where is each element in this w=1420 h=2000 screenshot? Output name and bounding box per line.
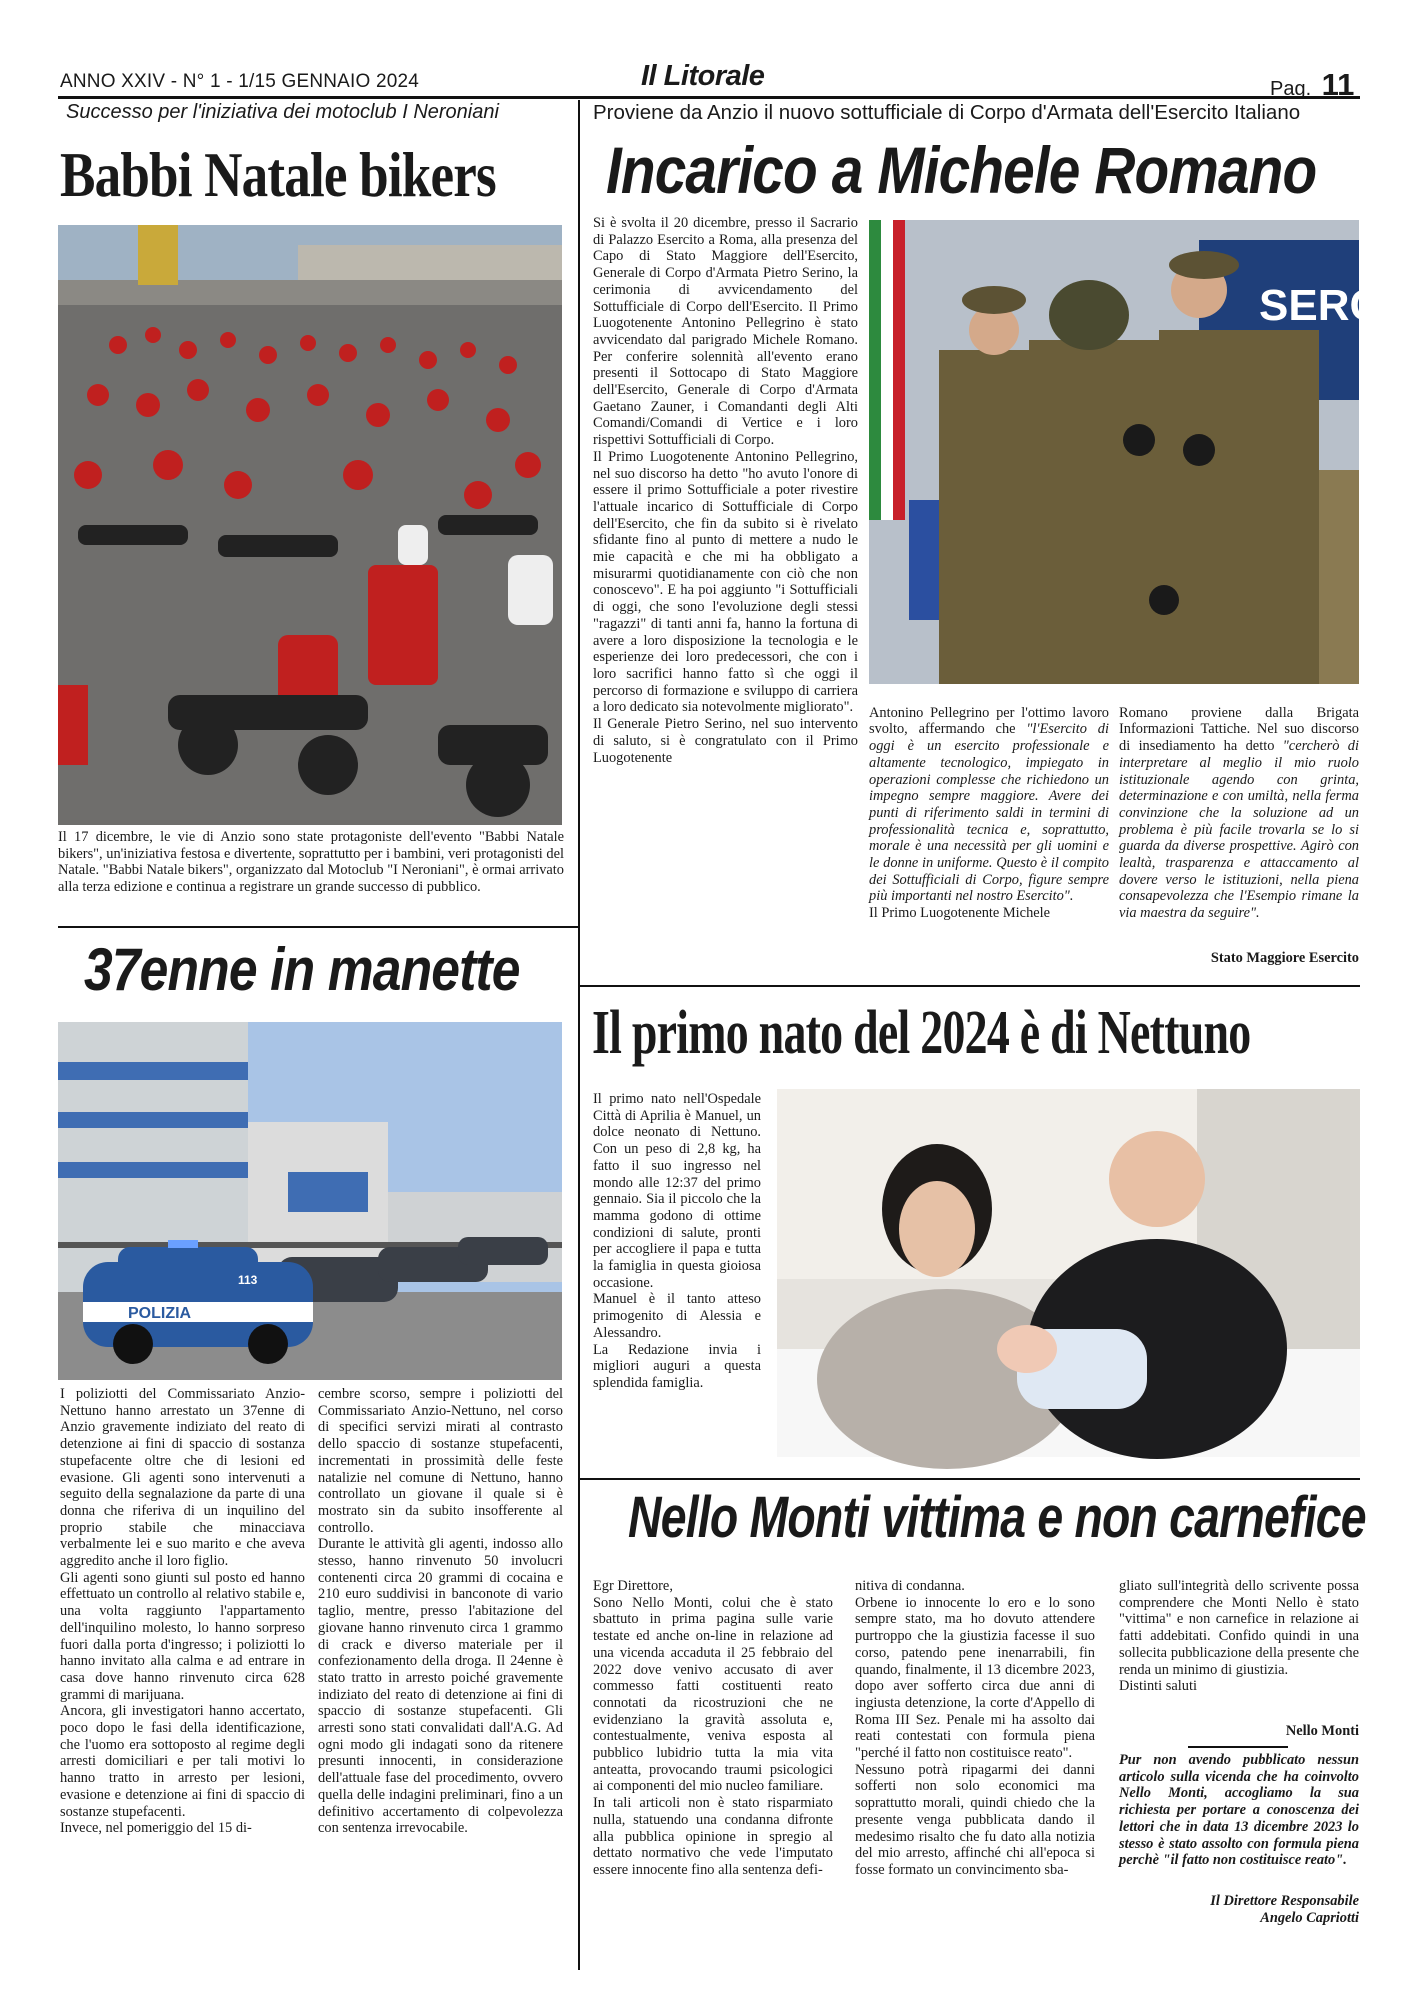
- masthead: Il Litorale: [641, 60, 765, 92]
- car-number: 113: [238, 1273, 258, 1287]
- photo-arrest: [58, 1022, 562, 1380]
- page-number: 11: [1321, 67, 1355, 102]
- rule-editor-note: [1188, 1746, 1288, 1748]
- car-label: POLIZIA: [128, 1305, 192, 1322]
- issue-line: ANNO XXIV - N° 1 - 1/15 GENNAIO 2024: [60, 71, 420, 92]
- arrest-col2: cembre scorso, sempre i poliziotti del Commissariato Anzio-Nettuno, nel corso di specifici servizi mirati al contrasto dello spaccio di sostanze stupefacenti, incrementati in prossimità delle feste natalizie nel comune di Nettuno, hanno controllato un giovane il quale si è mostrato sin da subito insofferente al controllo. Durante le attività gli agenti, indosso allo stesso, hanno rinvenuto 50 involucri contenenti circa 20 grammi di cocaina e 210 euro suddivisi in banconote di vario taglio, mentre, presso l'abitazione del giovane hanno rinvenuto circa 1 grammo di crack e diverso materiale per il confezionamento della droga. Il 24enne è stato tratto in arresto poiché gravemente indiziato del reato di detenzione ai fini di spaccio di sostanze stupefacenti. Gli arresti sono stati convalidati dall'A.G. Ad ogni modo gli indagati sono da ritenere presunti innocenti, in considerazione dell'attuale fase del procedimento, ovvero quella delle indagini preliminari, fino a un definitivo accertamento di colpevolezza con sentenza irrevocabile.: [318, 1386, 563, 1837]
- title-romano: Incarico a Michele Romano: [606, 133, 1317, 207]
- title-monti: Nello Monti vittima e non carnefice: [628, 1485, 1366, 1550]
- photo-bikers: [58, 225, 562, 825]
- header-rule: [58, 96, 1360, 99]
- monti-editor-note: Pur non avendo pubblicato nessun articolo sulla vicenda che ha coinvolto Nello Monti, accogliamo la sua richiesta per portare a conoscenza dei lettori che in data 13 dicembre 2023 lo stesso è stato assolto con formula piena perchè "il fatto non costituisce reato".: [1119, 1752, 1359, 1869]
- romano-col2-b: Il Primo Luogotenente Michele: [869, 905, 1051, 922]
- title-arrest: 37enne in manette: [84, 936, 520, 1003]
- rule-baby-bottom: [578, 1478, 1360, 1480]
- romano-col3-a: Romano proviene dalla Brigata Informazioni Tattiche. Nel suo discorso di insediamento ha detto: [1119, 704, 1359, 755]
- baby-body: Il primo nato nell'Ospedale Città di Aprilia è Manuel, un dolce neonato di Nettuno. Con un peso di 2,8 kg, ha fatto il suo ingresso nel mondo alle 12:37 del primo gennaio. Sia il piccolo che la mamma godono di ottime condizioni di salute, pronti per accogliere il papa e tutta la famiglia in questa gioiosa occasione. Manuel è il tanto atteso primogenito di Alessia e Alessandro. La Redazione invia i migliori auguri a questa splendida famiglia.: [593, 1091, 761, 1391]
- romano-col3-quote: "cercherò di interpretare al meglio il mio ruolo istituzionale agendo con grinta, determinazione e con umiltà, nella ferma convinzione che la soluzione ad un problema è più facile trovarla se lo si guarda da diverse prospettive. Agirò con lealtà, trasparenza e attaccamento al dovere verso le istituzioni, nella piena consapevolezza che l'Esempio rimane la via maestra da seguire".: [1119, 738, 1359, 922]
- romano-col2-quote: "l'Esercito di oggi è un esercito professionale e altamente tecnologico, impiegato in operazioni complesse che richiedono un impegno sempre maggiore. Avere dei punti di riferimento saldi in termini di professionalità tecnica e, soprattutto, morale è una necessità per gli uomini e le donne in uniforme. Questo è il compito dei Sottufficiali di Corpo, figure sempre più importanti nel nostro Esercito".: [869, 721, 1109, 905]
- page-label-text: Pag.: [1270, 78, 1312, 100]
- romano-col2-a: Antonino Pellegrino per l'ottimo lavoro svolto, affermando che: [869, 704, 1109, 738]
- kicker-romano: Proviene da Anzio il nuovo sottufficiale di Corpo d'Armata dell'Esercito Italiano: [593, 101, 1301, 124]
- rule-bikers-bottom: [58, 926, 578, 928]
- photo-romano-text: SERCIT: [1259, 281, 1420, 330]
- monti-editor-role: Il Direttore Responsabile: [1210, 1893, 1359, 1909]
- photo-romano: [869, 220, 1420, 684]
- romano-signature: Stato Maggiore Esercito: [1210, 950, 1359, 966]
- monti-signature: Nello Monti: [1285, 1723, 1359, 1739]
- romano-col1: Si è svolta il 20 dicembre, presso il Sacrario di Palazzo Esercito a Roma, alla presenza del Capo di Stato Maggiore dell'Esercito, Generale di Corpo d'Armata Pietro Serino, la cerimonia di avvicendamento del Sottufficiale di Corpo dell'Esercito. Il Primo Luogotenente Antonino Pellegrino è stato avvicendato dal parigrado Michele Romano. Per conferire solennità all'evento erano presenti il Sottocapo di Stato Maggiore dell'Esercito, Generale di Corpo d'Armata Gaetano Zauner, i Comandanti degli Alti Comandi/Comandi di Vertice e i loro rispettivi Sottufficiali di Corpo. Il Primo Luogotenente Antonino Pellegrino, nel suo discorso ha detto "ho avuto l'onore di essere il primo Sottufficiale a poter rivestire l'attuale incarico di Sottufficiale di Corpo dell'Esercito, che fin da subito si è rivelato sfidante fino al punto di mettere a nudo le mie capacità e che mi ha obbligato a misurarmi quotidianamente con ciò che non conoscevo". E ha poi aggiunto "i Sottufficiali di oggi, che sono l'evoluzione degli stessi "ragazzi" di tanti anni fa, hanno la fortuna di avere a loro disposizione la tecnologia e le esperienze dei loro predecessori, che con i loro sacrifici hanno fatto sì che oggi il percorso di formazione e sviluppo di carriera a loro dedicato sia notevolmente migliorato". Il Generale Pietro Serino, nel suo intervento di saluto, si è congratulato con il Primo Luogotenente: [593, 215, 858, 766]
- monti-col1: Egr Direttore, Sono Nello Monti, colui che è stato sbattuto in prima pagina sulle varie testate ed anche on-line in relazione ad una vicenda accaduta il 25 febbraio del 2022 dove venivo accusato di aver commesso fatti costituenti reato connotati da ricostruzioni che ne evidenziano la gravità assoluta e, contestualmente, veniva esposta al pubblico lubidrio tutta la mia vita anteatta, provocando traumi psicologici ai componenti del mio nucleo familiare. In tali articoli non è stato risparmiato nulla, statuendo una condanna difronte alla pubblica opinione in spregio al dettato normativo che vede l'imputato essere innocente fino alla sentenza defi-: [593, 1578, 833, 1878]
- arrest-col1: I poliziotti del Commissariato Anzio-Nettuno hanno arrestato un 37enne di Anzio gravemente indiziato del reato di detenzione ai fini di spaccio di sostanza stupefacente oltre che di lesioni ed evasione. Gli agenti sono intervenuti a seguito della segnalazione da parte di una donna che riferiva di un inquilino del proprio stabile che minacciava verbalmente lei e suo marito e che aveva aggredito anche il loro figlio. Gli agenti sono giunti sul posto ed hanno effettuato un controllo al relativo stabile e, una volta raggiunto l'appartamento dell'inquilino molesto, lo hanno sorpreso fuori dalla porta d'ingresso; i poliziotti lo hanno invitato alla calma e ad entrare in casa dove hanno rinvenuto circa 628 grammi di marijuana. Ancora, gli investigatori hanno accertato, poco dopo le fasi della identificazione, che l'uomo era sottoposto al regime degli arresti domiciliari e per tali motivi lo hanno tratto in arresto per lesioni, evasione e detenzione ai fini di spaccio di sostanze stupefacenti. Invece, nel pomeriggio del 15 di-: [60, 1386, 305, 1837]
- romano-col2: [869, 688, 1109, 968]
- title-bikers: Babbi Natale bikers: [60, 139, 496, 210]
- monti-editor-name: Angelo Capriotti: [1260, 1910, 1359, 1926]
- divider-top: [578, 100, 580, 985]
- monti-col2: nitiva di condanna. Orbene io innocente lo ero e lo sono sempre stato, ma ho dovuto attendere purtroppo che la giustizia facesse il suo corso, patendo pene inenarrabili, fin quando, finalmente, il 13 dicembre 2023, dopo aver sofferto circa due anni di ingiusta detenzione, la corte d'Appello di Roma III Sez. Penale mi ha assolto dai reati contestati con formula piena "perché il fatto non costituisce reato". Nessuno potrà ripagarmi dei danni sofferti non solo economici ma soprattutto morali, quindi chiedo che la presente venga pubblicata dando il medesimo risalto che fu dato alla notizia del mio arresto, affinché chi all'epoca si fosse formato un convincimento sba-: [855, 1578, 1095, 1878]
- title-baby: Il primo nato del 2024 è di Nettuno: [592, 999, 1251, 1067]
- romano-col3: [1119, 688, 1359, 954]
- rule-romano-bottom: [578, 985, 1360, 987]
- photo-baby: [777, 1089, 1360, 1457]
- caption-bikers: Il 17 dicembre, le vie di Anzio sono state protagoniste dell'evento "Babbi Natale bikers", un'iniziativa festosa e divertente, soprattutto per i bambini, veri protagonisti del Natale. "Babbi Natale bikers", organizzato dal Motoclub "I Neroniani", è ormai arrivato alla terza edizione e continua a registrare un grande successo di pubblico.: [58, 829, 564, 896]
- monti-col3: gliato sull'integrità dello scrivente possa comprendere che Monti Nello è stato "vittima" e non carnefice in relazione ai fatti addebitati. Confido quindi in una sollecita pubblicazione della presente che renda un minimo di giustizia. Distinti saluti: [1119, 1578, 1359, 1695]
- kicker-bikers: Successo per l'iniziativa dei motoclub I Neroniani: [66, 101, 499, 123]
